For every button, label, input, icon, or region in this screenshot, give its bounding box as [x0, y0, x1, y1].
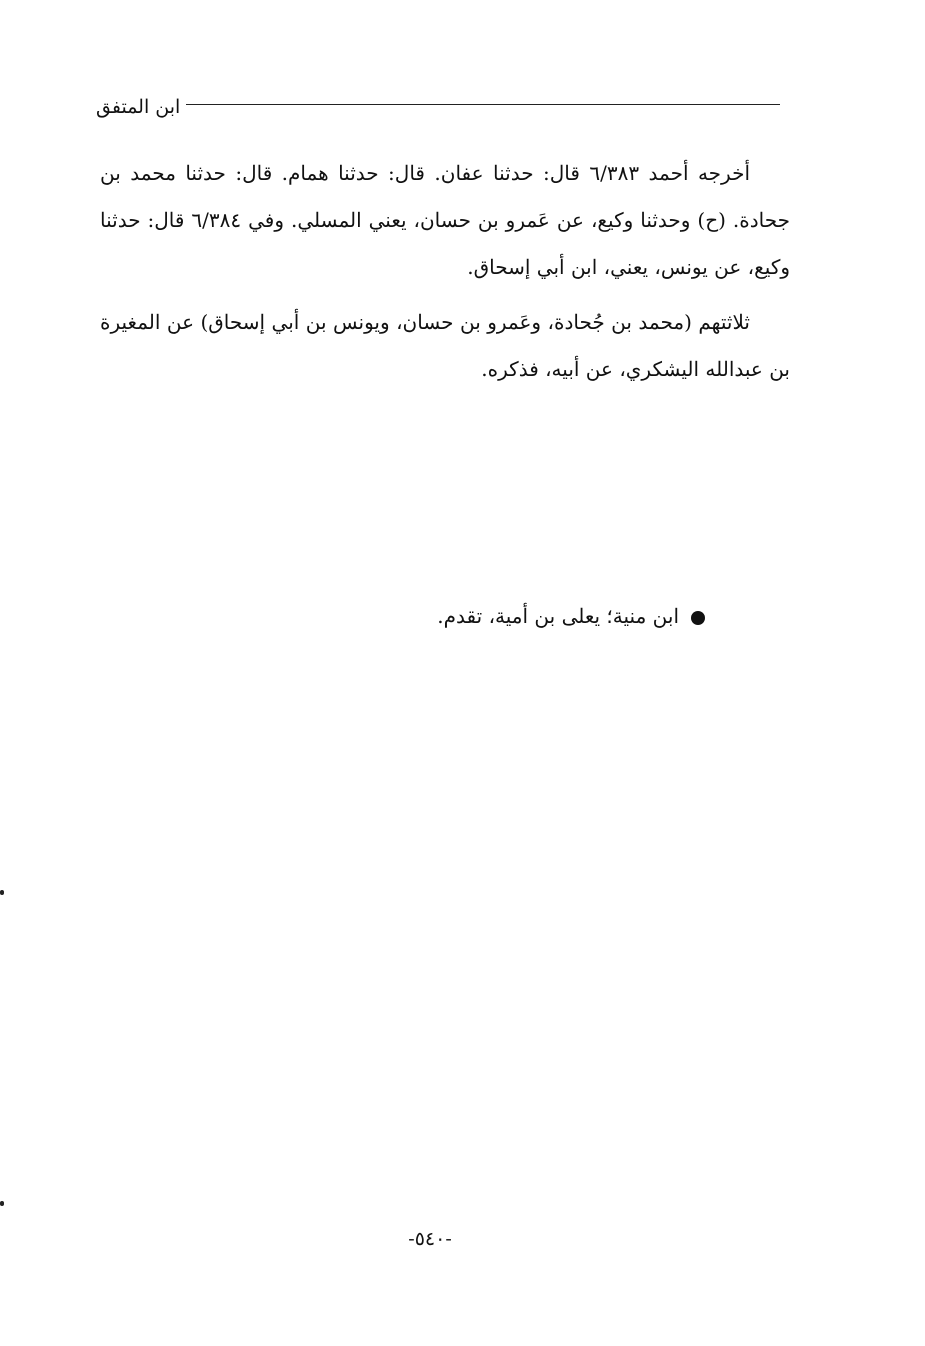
running-header: [96, 90, 780, 130]
entry-text: ابن منية؛ يعلى بن أمية، تقدم.: [437, 604, 679, 628]
body-text: [100, 150, 790, 401]
entry-cross-reference: [437, 596, 705, 636]
page-number: -٥٤٠-: [408, 1228, 452, 1250]
scan-speck: [0, 890, 4, 895]
paragraph-chain: ثلاثتهم (محمد بن جُحادة، وعَمرو بن حسان، ويونس بن أبي إسحاق) عن المغيرة بن عبدالله اليشكري، عن أبيه، فذكره.: [100, 310, 790, 381]
paragraph-takhrij: أخرجه أحمد ٦/٣٨٣ قال: حدثنا عفان. قال: حدثنا همام. قال: حدثنا محمد بن جحادة. (ح) وحدثنا وكيع، عن عَمرو بن حسان، يعني المسلي. وفي ٦/٣٨٤ قال: حدثنا وكيع، عن يونس، يعني، ابن أبي إسحاق.: [100, 161, 790, 279]
header-rule: [186, 104, 780, 105]
bullet-icon: [691, 611, 705, 625]
scan-speck: [0, 1201, 4, 1206]
running-header-title: ابن المتفق: [96, 96, 181, 118]
